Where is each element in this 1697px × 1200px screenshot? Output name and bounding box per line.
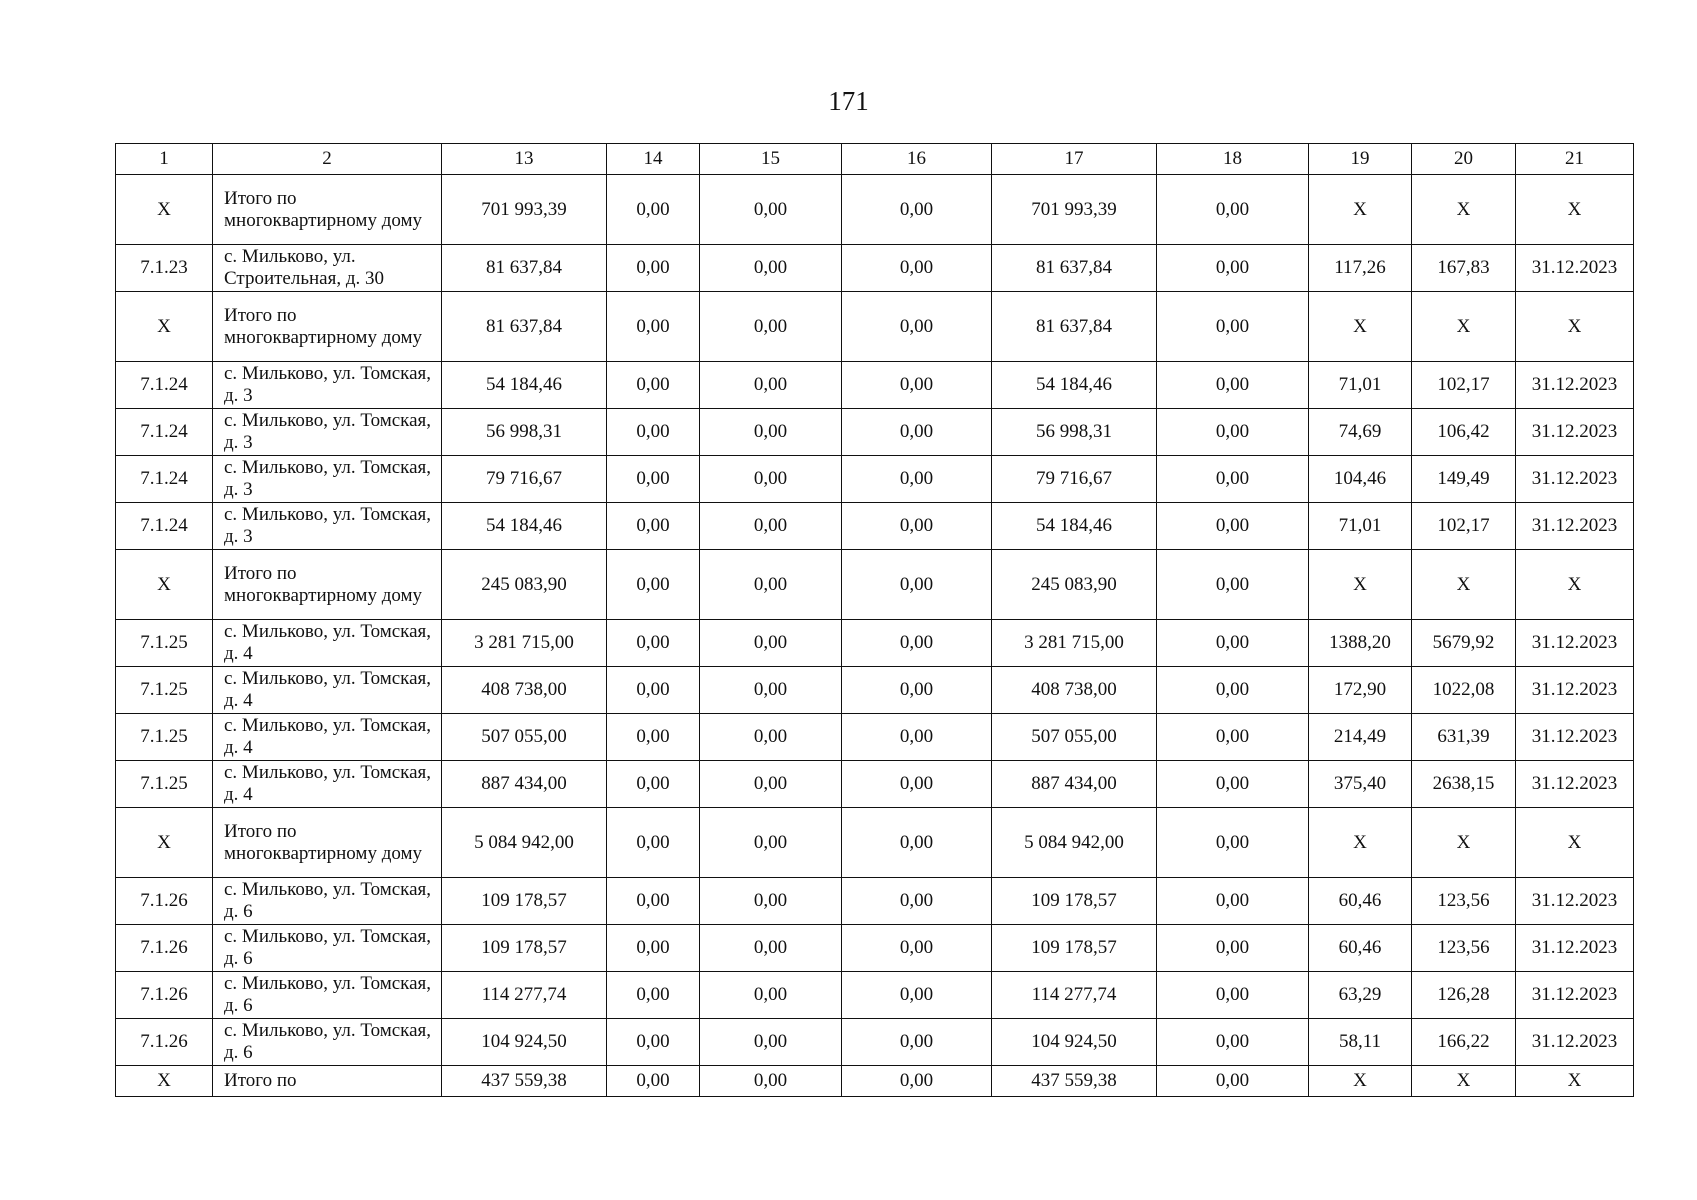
cell-col-15: 0,00 [700, 245, 842, 292]
cell-col-18: 0,00 [1157, 714, 1309, 761]
cell-col-13: 701 993,39 [442, 175, 607, 245]
header-cell-col-20: 20 [1412, 144, 1516, 175]
cell-col-14: 0,00 [607, 362, 700, 409]
cell-col-21: 31.12.2023 [1516, 667, 1634, 714]
table-row [116, 761, 1634, 808]
cell-col-18: 0,00 [1157, 620, 1309, 667]
cell-col-14: 0,00 [607, 550, 700, 620]
cell-col-16: 0,00 [842, 1019, 992, 1066]
table-row [116, 878, 1634, 925]
cell-col-17: 79 716,67 [992, 456, 1157, 503]
cell-col-17: 887 434,00 [992, 761, 1157, 808]
cell-col-1: 7.1.25 [116, 667, 213, 714]
cell-col-16: 0,00 [842, 456, 992, 503]
cell-col-21: 31.12.2023 [1516, 972, 1634, 1019]
cell-col-1: 7.1.24 [116, 456, 213, 503]
header-row [116, 144, 1634, 175]
cell-col-1: 7.1.26 [116, 878, 213, 925]
cell-col-19: 104,46 [1309, 456, 1412, 503]
cell-col-21: 31.12.2023 [1516, 362, 1634, 409]
cell-col-1: 7.1.26 [116, 972, 213, 1019]
cell-col-18: 0,00 [1157, 808, 1309, 878]
cell-col-19: 117,26 [1309, 245, 1412, 292]
table-row [116, 456, 1634, 503]
cell-col-2: с. Мильково, ул. Томская, д. 3 [213, 503, 442, 550]
cell-col-18: 0,00 [1157, 925, 1309, 972]
cell-col-1: 7.1.24 [116, 362, 213, 409]
cell-col-19: 63,29 [1309, 972, 1412, 1019]
cell-col-21: X [1516, 550, 1634, 620]
cell-col-15: 0,00 [700, 175, 842, 245]
cell-col-19: X [1309, 292, 1412, 362]
cell-col-21: 31.12.2023 [1516, 714, 1634, 761]
header-cell-col-1: 1 [116, 144, 213, 175]
cell-col-2: с. Мильково, ул. Томская, д. 3 [213, 362, 442, 409]
cell-col-15: 0,00 [700, 362, 842, 409]
cell-col-17: 245 083,90 [992, 550, 1157, 620]
cell-col-19: 375,40 [1309, 761, 1412, 808]
cell-col-20: 167,83 [1412, 245, 1516, 292]
cell-col-14: 0,00 [607, 175, 700, 245]
cell-col-20: X [1412, 550, 1516, 620]
cell-col-16: 0,00 [842, 808, 992, 878]
cell-col-21: 31.12.2023 [1516, 761, 1634, 808]
header-cell-col-18: 18 [1157, 144, 1309, 175]
cell-col-2: Итого по многоквартирному дому [213, 808, 442, 878]
cell-col-1: 7.1.24 [116, 503, 213, 550]
cell-col-20: X [1412, 175, 1516, 245]
cell-col-1: 7.1.23 [116, 245, 213, 292]
table-row [116, 667, 1634, 714]
cell-col-1: X [116, 808, 213, 878]
cell-col-2: с. Мильково, ул. Томская, д. 6 [213, 878, 442, 925]
cell-col-13: 109 178,57 [442, 925, 607, 972]
cell-col-18: 0,00 [1157, 409, 1309, 456]
cell-col-20: X [1412, 808, 1516, 878]
cell-col-21: 31.12.2023 [1516, 925, 1634, 972]
cell-col-17: 54 184,46 [992, 362, 1157, 409]
cell-col-16: 0,00 [842, 503, 992, 550]
cell-col-16: 0,00 [842, 550, 992, 620]
cell-col-15: 0,00 [700, 456, 842, 503]
cell-col-15: 0,00 [700, 925, 842, 972]
table-row [116, 1019, 1634, 1066]
cell-col-19: X [1309, 550, 1412, 620]
cell-col-14: 0,00 [607, 667, 700, 714]
cell-col-14: 0,00 [607, 714, 700, 761]
page-number: 171 [828, 86, 869, 116]
cell-col-1: 7.1.26 [116, 925, 213, 972]
cell-col-16: 0,00 [842, 292, 992, 362]
table-row [116, 503, 1634, 550]
cell-col-13: 887 434,00 [442, 761, 607, 808]
cell-col-20: X [1412, 1066, 1516, 1097]
cell-col-14: 0,00 [607, 292, 700, 362]
header-cell-col-19: 19 [1309, 144, 1412, 175]
cell-col-20: 123,56 [1412, 878, 1516, 925]
cell-col-1: X [116, 550, 213, 620]
cell-col-2: с. Мильково, ул. Томская, д. 6 [213, 925, 442, 972]
data-table [115, 143, 1634, 1097]
table-row [116, 620, 1634, 667]
cell-col-18: 0,00 [1157, 456, 1309, 503]
cell-col-16: 0,00 [842, 972, 992, 1019]
cell-col-14: 0,00 [607, 456, 700, 503]
cell-col-20: 106,42 [1412, 409, 1516, 456]
cell-col-14: 0,00 [607, 972, 700, 1019]
cell-col-14: 0,00 [607, 808, 700, 878]
cell-col-2: с. Мильково, ул. Томская, д. 3 [213, 456, 442, 503]
cell-col-16: 0,00 [842, 409, 992, 456]
cell-col-21: X [1516, 292, 1634, 362]
cell-col-1: 7.1.25 [116, 620, 213, 667]
cell-col-2: с. Мильково, ул. Томская, д. 6 [213, 1019, 442, 1066]
cell-col-17: 81 637,84 [992, 245, 1157, 292]
cell-col-17: 109 178,57 [992, 925, 1157, 972]
table-body [116, 144, 1634, 1097]
cell-col-2: с. Мильково, ул. Томская, д. 4 [213, 761, 442, 808]
table-row [116, 409, 1634, 456]
cell-col-13: 81 637,84 [442, 292, 607, 362]
cell-col-15: 0,00 [700, 714, 842, 761]
table-row [116, 362, 1634, 409]
cell-col-19: X [1309, 808, 1412, 878]
cell-col-20: 102,17 [1412, 362, 1516, 409]
cell-col-17: 437 559,38 [992, 1066, 1157, 1097]
cell-col-19: X [1309, 1066, 1412, 1097]
cell-col-2: с. Мильково, ул. Томская, д. 4 [213, 620, 442, 667]
cell-col-21: 31.12.2023 [1516, 503, 1634, 550]
cell-col-1: 7.1.25 [116, 761, 213, 808]
cell-col-18: 0,00 [1157, 245, 1309, 292]
cell-col-19: X [1309, 175, 1412, 245]
header-cell-col-2: 2 [213, 144, 442, 175]
cell-col-20: 2638,15 [1412, 761, 1516, 808]
cell-col-20: 102,17 [1412, 503, 1516, 550]
cell-col-18: 0,00 [1157, 362, 1309, 409]
cell-col-13: 437 559,38 [442, 1066, 607, 1097]
cell-col-21: 31.12.2023 [1516, 620, 1634, 667]
cell-col-20: 123,56 [1412, 925, 1516, 972]
cell-col-1: 7.1.24 [116, 409, 213, 456]
header-cell-col-16: 16 [842, 144, 992, 175]
cell-col-19: 214,49 [1309, 714, 1412, 761]
cell-col-13: 114 277,74 [442, 972, 607, 1019]
cell-col-14: 0,00 [607, 409, 700, 456]
cell-col-16: 0,00 [842, 362, 992, 409]
cell-col-2: с. Мильково, ул. Строительная, д. 30 [213, 245, 442, 292]
table-row [116, 714, 1634, 761]
cell-col-18: 0,00 [1157, 667, 1309, 714]
cell-col-15: 0,00 [700, 503, 842, 550]
cell-col-21: 31.12.2023 [1516, 878, 1634, 925]
cell-col-2: с. Мильково, ул. Томская, д. 4 [213, 714, 442, 761]
cell-col-19: 71,01 [1309, 362, 1412, 409]
cell-col-13: 79 716,67 [442, 456, 607, 503]
cell-col-17: 408 738,00 [992, 667, 1157, 714]
cell-col-19: 58,11 [1309, 1019, 1412, 1066]
cell-col-16: 0,00 [842, 925, 992, 972]
cell-col-2: с. Мильково, ул. Томская, д. 3 [213, 409, 442, 456]
cell-col-15: 0,00 [700, 409, 842, 456]
cell-col-21: 31.12.2023 [1516, 1019, 1634, 1066]
cell-col-14: 0,00 [607, 1019, 700, 1066]
table-row-total [116, 292, 1634, 362]
cell-col-13: 507 055,00 [442, 714, 607, 761]
cell-col-19: 172,90 [1309, 667, 1412, 714]
cell-col-16: 0,00 [842, 714, 992, 761]
cell-col-19: 60,46 [1309, 925, 1412, 972]
cell-col-20: 166,22 [1412, 1019, 1516, 1066]
cell-col-21: X [1516, 808, 1634, 878]
cell-col-18: 0,00 [1157, 1019, 1309, 1066]
cell-col-13: 54 184,46 [442, 362, 607, 409]
cell-col-1: X [116, 1066, 213, 1097]
table-row [116, 972, 1634, 1019]
cell-col-19: 60,46 [1309, 878, 1412, 925]
cell-col-17: 114 277,74 [992, 972, 1157, 1019]
cell-col-13: 408 738,00 [442, 667, 607, 714]
cell-col-14: 0,00 [607, 245, 700, 292]
cell-col-15: 0,00 [700, 1066, 842, 1097]
cell-col-16: 0,00 [842, 1066, 992, 1097]
cell-col-21: 31.12.2023 [1516, 245, 1634, 292]
cell-col-16: 0,00 [842, 667, 992, 714]
cell-col-13: 81 637,84 [442, 245, 607, 292]
cell-col-18: 0,00 [1157, 503, 1309, 550]
cell-col-15: 0,00 [700, 878, 842, 925]
cell-col-2: с. Мильково, ул. Томская, д. 4 [213, 667, 442, 714]
cell-col-16: 0,00 [842, 878, 992, 925]
table-row-total [116, 550, 1634, 620]
cell-col-2: с. Мильково, ул. Томская, д. 6 [213, 972, 442, 1019]
cell-col-17: 81 637,84 [992, 292, 1157, 362]
cell-col-18: 0,00 [1157, 878, 1309, 925]
cell-col-15: 0,00 [700, 761, 842, 808]
cell-col-13: 104 924,50 [442, 1019, 607, 1066]
header-cell-col-15: 15 [700, 144, 842, 175]
cell-col-21: X [1516, 175, 1634, 245]
cell-col-17: 701 993,39 [992, 175, 1157, 245]
cell-col-2: Итого по многоквартирному дому [213, 292, 442, 362]
cell-col-1: 7.1.25 [116, 714, 213, 761]
cell-col-17: 3 281 715,00 [992, 620, 1157, 667]
cell-col-15: 0,00 [700, 550, 842, 620]
cell-col-15: 0,00 [700, 972, 842, 1019]
cell-col-21: X [1516, 1066, 1634, 1097]
cell-col-2: Итого по многоквартирному дому [213, 550, 442, 620]
cell-col-14: 0,00 [607, 761, 700, 808]
cell-col-18: 0,00 [1157, 972, 1309, 1019]
cell-col-20: 631,39 [1412, 714, 1516, 761]
cell-col-20: 126,28 [1412, 972, 1516, 1019]
cell-col-13: 245 083,90 [442, 550, 607, 620]
header-cell-col-17: 17 [992, 144, 1157, 175]
cell-col-20: 1022,08 [1412, 667, 1516, 714]
cell-col-17: 109 178,57 [992, 878, 1157, 925]
cell-col-20: 5679,92 [1412, 620, 1516, 667]
cell-col-19: 71,01 [1309, 503, 1412, 550]
cell-col-16: 0,00 [842, 175, 992, 245]
cell-col-1: X [116, 175, 213, 245]
cell-col-18: 0,00 [1157, 761, 1309, 808]
cell-col-14: 0,00 [607, 878, 700, 925]
cell-col-13: 5 084 942,00 [442, 808, 607, 878]
cell-col-1: X [116, 292, 213, 362]
cell-col-17: 54 184,46 [992, 503, 1157, 550]
cell-col-21: 31.12.2023 [1516, 409, 1634, 456]
cell-col-14: 0,00 [607, 620, 700, 667]
cell-col-2: Итого по [213, 1066, 442, 1097]
cell-col-20: X [1412, 292, 1516, 362]
cell-col-17: 56 998,31 [992, 409, 1157, 456]
cell-col-13: 3 281 715,00 [442, 620, 607, 667]
table-row [116, 925, 1634, 972]
cell-col-19: 74,69 [1309, 409, 1412, 456]
table-row-total [116, 175, 1634, 245]
cell-col-16: 0,00 [842, 761, 992, 808]
cell-col-16: 0,00 [842, 620, 992, 667]
cell-col-17: 104 924,50 [992, 1019, 1157, 1066]
cell-col-19: 1388,20 [1309, 620, 1412, 667]
cell-col-17: 5 084 942,00 [992, 808, 1157, 878]
table-row-total [116, 1066, 1634, 1097]
cell-col-18: 0,00 [1157, 550, 1309, 620]
header-cell-col-13: 13 [442, 144, 607, 175]
table-row [116, 245, 1634, 292]
cell-col-18: 0,00 [1157, 1066, 1309, 1097]
cell-col-13: 56 998,31 [442, 409, 607, 456]
cell-col-2: Итого по многоквартирному дому [213, 175, 442, 245]
cell-col-15: 0,00 [700, 620, 842, 667]
cell-col-20: 149,49 [1412, 456, 1516, 503]
cell-col-21: 31.12.2023 [1516, 456, 1634, 503]
table-row-total [116, 808, 1634, 878]
cell-col-18: 0,00 [1157, 292, 1309, 362]
cell-col-15: 0,00 [700, 1019, 842, 1066]
cell-col-17: 507 055,00 [992, 714, 1157, 761]
cell-col-15: 0,00 [700, 667, 842, 714]
cell-col-14: 0,00 [607, 925, 700, 972]
cell-col-14: 0,00 [607, 503, 700, 550]
cell-col-14: 0,00 [607, 1066, 700, 1097]
cell-col-18: 0,00 [1157, 175, 1309, 245]
cell-col-13: 109 178,57 [442, 878, 607, 925]
cell-col-16: 0,00 [842, 245, 992, 292]
cell-col-15: 0,00 [700, 808, 842, 878]
header-cell-col-21: 21 [1516, 144, 1634, 175]
cell-col-13: 54 184,46 [442, 503, 607, 550]
cell-col-1: 7.1.26 [116, 1019, 213, 1066]
cell-col-15: 0,00 [700, 292, 842, 362]
header-cell-col-14: 14 [607, 144, 700, 175]
